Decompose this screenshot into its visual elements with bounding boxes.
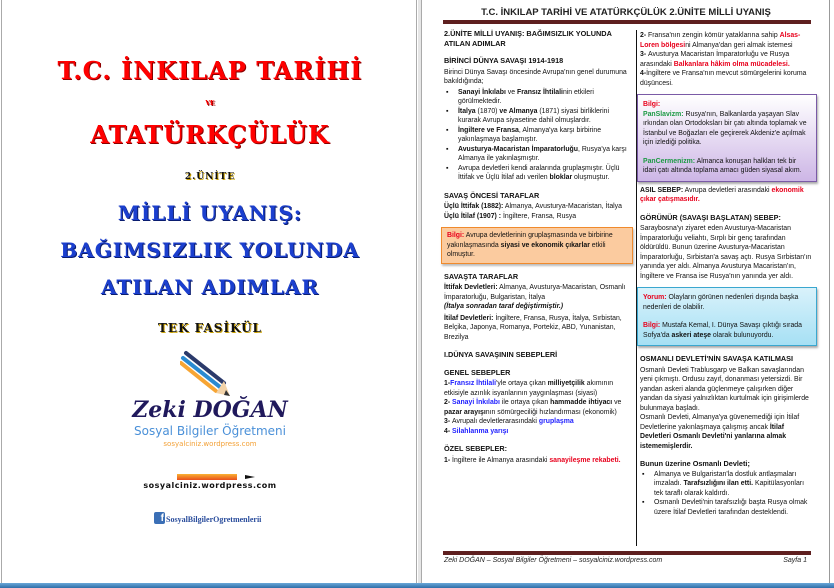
text-run: İtalya bbox=[458, 107, 476, 115]
text-line bbox=[640, 366, 814, 414]
text-run: PanCermenizm: bbox=[643, 157, 696, 165]
footer-text: Zeki DOĞAN – Sosyal Bilgiler Öğretmeni – sosyalciniz.wordpress.com bbox=[444, 557, 663, 564]
text-line bbox=[444, 302, 630, 312]
paragraph bbox=[444, 68, 630, 87]
list-item bbox=[654, 498, 814, 517]
text-run: Osmanlı Devleti'nin tarafsızlığı başta Rusya olmak üzere İtilaf Devletleri tarafından desteklendi. bbox=[654, 499, 808, 516]
text-line bbox=[643, 148, 811, 157]
cover-unit: 2.ÜNİTE bbox=[184, 172, 236, 182]
text-run: GÖRÜNÜR (SAVAŞI BAŞLATAN) SEBEP: bbox=[640, 212, 781, 222]
text-run: 4- bbox=[444, 427, 453, 435]
text-line bbox=[444, 427, 630, 437]
author-name: Zeki DOĞAN bbox=[132, 397, 288, 423]
text-run: Saraybosna'yı ziyaret eden Avusturya-Macaristan İmparatorluğu veliahtı, Sırplı bir genç tarafından öldürüldü. Bunun üzerine Avusturya-Macaristan İmparatorluğu, Sırbistan'a savaş açtı. Rusya Sırbistan'ın yanında yer aldı. Almanya Avusturya Macaristan'ın, İngiltere ve Fransa ise Rusya'nın yanında yer aldı. bbox=[640, 225, 812, 280]
text-run: PanSlavizm: bbox=[643, 110, 684, 118]
text-run: ni Almanya'dan geri almak istemesi bbox=[685, 41, 793, 49]
text-line bbox=[643, 100, 811, 110]
text-run: hammadde ihtiyacı bbox=[550, 399, 613, 406]
cover-fascicle: TEK FASİKÜL bbox=[158, 321, 262, 335]
cover-title-2: ATATÜRKÇÜLÜK bbox=[90, 120, 330, 149]
paragraph bbox=[444, 202, 630, 221]
text-run: gruplaşma bbox=[538, 418, 574, 425]
text-run: 2.ÜNİTE MİLLİ UYANIŞ: BAĞIMSIZLIK YOLUNDA ATILAN ADIMLAR bbox=[444, 29, 612, 48]
text-run: Bilgi: bbox=[643, 322, 661, 329]
cover-subtitle-3: ATILAN ADIMLAR bbox=[100, 275, 320, 299]
text-line bbox=[444, 444, 630, 454]
text-run: Avusturya Macaristan İmparatorluğu ve Rusya arasındaki bbox=[640, 51, 790, 68]
section-heading bbox=[640, 213, 814, 223]
cover-subtitle-1: MİLLİ UYANIŞ: bbox=[117, 201, 303, 225]
text-run: SAVAŞ ÖNCESİ TARAFLAR bbox=[444, 190, 540, 200]
text-run: 2- bbox=[444, 399, 453, 406]
cover-page bbox=[1, 0, 417, 584]
text-run: İngiltere, Fransa, Rusya, İtalya, Sırbistan, Belçika, Japonya, Romanya, Portekiz, ABD, Yunanistan, Brezilya bbox=[444, 314, 622, 341]
text-line bbox=[643, 312, 811, 321]
text-run: bloklar bbox=[549, 174, 573, 181]
text-run: ASIL SEBEP: bbox=[640, 186, 684, 194]
text-line bbox=[444, 283, 630, 302]
text-line bbox=[643, 110, 811, 148]
text-run: etkili olmuştur. bbox=[447, 241, 606, 258]
text-run: Fransız İhtilali bbox=[450, 380, 497, 387]
text-run: I.DÜNYA SAVAŞININ SEBEPLERİ bbox=[444, 350, 558, 359]
text-run: ekonomik çıkar çatışmasıdır. bbox=[640, 186, 804, 203]
text-line bbox=[640, 213, 814, 223]
text-line bbox=[643, 157, 811, 176]
text-run: 1- bbox=[444, 380, 451, 387]
text-run: Fransa'nın zengin kömür yataklarına sahip bbox=[648, 32, 780, 39]
text-run: İtilaf Devletleri Osmanlı Devleti'ni yanlarına almak istememişlerdir. bbox=[640, 423, 787, 450]
text-line bbox=[640, 354, 814, 364]
cover-title: T.C. İNKILAP TARİHİ bbox=[57, 56, 363, 85]
text-run: Alsas-Loren bölgesi bbox=[640, 32, 801, 49]
section-heading bbox=[444, 350, 630, 360]
text-run: Bilgi: bbox=[643, 101, 661, 108]
page-number: Sayfa 1 bbox=[783, 557, 807, 564]
bullet-list bbox=[444, 88, 630, 183]
text-run: pazar arayışı bbox=[444, 408, 486, 416]
text-line bbox=[444, 398, 630, 417]
paragraph bbox=[444, 456, 630, 466]
text-line bbox=[444, 456, 630, 466]
text-run: Almanya ve Bulgaristan'la dostluk antlaşmaları imzaladı. bbox=[654, 470, 797, 487]
text-run: Rusya'nın, Balkanlarda yaşayan Slav ırkından olan Ortodoksları bir çatı altında toplamak ve İstanbul ve Boğazları ele geçirerek Akdeniz'e açılmak için izlediği politika. bbox=[643, 110, 807, 146]
text-run: sanayileşme rekabeti. bbox=[549, 456, 621, 464]
paragraph bbox=[640, 186, 814, 205]
section-heading bbox=[444, 191, 630, 201]
text-line bbox=[444, 202, 630, 212]
text-run: İngiltere ve Fransa'nın mevcut sömürgelerini koruma düşüncesi. bbox=[640, 70, 807, 87]
text-run: Bilgi: bbox=[447, 232, 465, 239]
text-line bbox=[444, 56, 630, 66]
list-item bbox=[458, 164, 630, 183]
text-run: Bunun üzerine Osmanlı Devleti; bbox=[640, 459, 750, 468]
text-run: Avrupa devletleri kendi aralarında gruplaşmıştır. Üçlü İttifak ve Üçlü İtilaf adı verilen bbox=[458, 164, 620, 181]
paragraph bbox=[640, 224, 814, 281]
text-run: nin etkileri görülmektedir. bbox=[458, 88, 594, 105]
text-run: Olayların görünen nedenleri dışında başka nedenleri de olabilir. bbox=[643, 294, 799, 311]
text-line bbox=[640, 31, 814, 50]
text-run: Avusturya-Macaristan İmparatorluğu bbox=[458, 145, 578, 153]
text-run: 3- bbox=[640, 51, 649, 58]
list-item bbox=[458, 88, 630, 107]
text-run: 4- bbox=[640, 70, 647, 77]
left-column bbox=[444, 29, 630, 465]
text-run: (1870) bbox=[475, 107, 500, 115]
paragraph bbox=[640, 366, 814, 452]
arrow-icon bbox=[245, 475, 255, 479]
text-run: Sanayi İnkılabı bbox=[452, 399, 500, 406]
paragraph bbox=[444, 379, 630, 436]
website-link[interactable]: sosyalciniz.wordpress.com bbox=[143, 481, 277, 490]
text-run: İngiltere, Fransa, Rusya bbox=[501, 212, 577, 220]
text-line bbox=[444, 314, 630, 343]
text-run: SAVAŞTA TARAFLAR bbox=[444, 271, 519, 281]
text-line bbox=[444, 68, 630, 87]
cover-subtitle-2: BAĞIMSIZLIK YOLUNDA bbox=[60, 238, 360, 262]
text-run: akımının etkisiyle azınlık isyanlarının yaygınlaşması (siyasi) bbox=[444, 380, 614, 397]
text-line bbox=[444, 212, 630, 222]
text-line bbox=[444, 350, 630, 360]
text-run: Mustafa Kemal, I. Dünya Savaşı çıktığı sırada Sofya'da bbox=[643, 322, 802, 339]
page-header: T.C. İNKILAP TARİHİ VE ATATÜRKÇÜLÜK 2.ÜNİTE MİLLİ UYANIŞ bbox=[481, 7, 771, 18]
section-heading bbox=[640, 459, 814, 469]
text-run: Osmanlı Devleti, Almanya'ya güvenemediği için İtilaf Devletlerine yakınlaşmaya çalışmış ancak bbox=[640, 414, 800, 431]
text-line bbox=[640, 186, 814, 205]
text-run: Üçlü İttifak (1882): bbox=[444, 203, 504, 210]
section-heading bbox=[640, 354, 814, 364]
section-heading bbox=[444, 444, 630, 454]
text-run: Silahlanma yarışı bbox=[452, 427, 509, 435]
section-heading bbox=[444, 368, 630, 378]
text-run: askeri ateşe bbox=[671, 331, 711, 339]
text-line bbox=[643, 293, 811, 312]
text-run: ve bbox=[505, 88, 517, 96]
facebook-link[interactable]: SosyalBilgilerOgretmenlerii bbox=[166, 515, 262, 524]
text-line bbox=[444, 417, 630, 427]
taskbar-edge bbox=[0, 583, 834, 588]
text-run: OSMANLI DEVLETİ'NİN SAVAŞA KATILMASI bbox=[640, 354, 794, 363]
text-run: 1- bbox=[444, 456, 453, 464]
text-run: Almanya, Avusturya-Macaristan, Osmanlı İmparatorluğu, Bulgaristan, İtalya bbox=[444, 284, 626, 301]
text-line bbox=[640, 69, 814, 88]
paragraph bbox=[640, 31, 814, 88]
paragraph bbox=[444, 283, 630, 312]
section-heading bbox=[444, 56, 630, 66]
text-run: İngiltere ile Almanya arasındaki bbox=[452, 456, 550, 464]
text-run: ile ortaya çıkan bbox=[499, 399, 551, 406]
content-page bbox=[421, 0, 830, 584]
info-box bbox=[637, 287, 817, 346]
text-run: oluşmuştur. bbox=[572, 174, 610, 181]
text-run: ve bbox=[612, 399, 622, 406]
info-box bbox=[441, 227, 633, 264]
text-line bbox=[640, 224, 814, 281]
text-line bbox=[444, 191, 630, 201]
pencil-logo-icon bbox=[180, 350, 238, 398]
text-line bbox=[640, 413, 814, 451]
text-line bbox=[643, 321, 811, 340]
right-column bbox=[640, 29, 814, 517]
paragraph bbox=[444, 314, 630, 343]
text-run: Yorum: bbox=[643, 294, 667, 301]
text-run: İtilaf Devletleri: bbox=[444, 314, 494, 322]
list-item bbox=[458, 145, 630, 164]
facebook-icon: f bbox=[154, 512, 165, 524]
text-run: Üçlü İtilaf (1907) : bbox=[444, 212, 502, 220]
text-run: olarak bulunuyordu. bbox=[710, 331, 774, 339]
bullet-list bbox=[640, 470, 814, 518]
text-line bbox=[444, 379, 630, 398]
author-site: sosyalciniz.wordpress.com bbox=[163, 440, 257, 448]
text-run: milliyetçilik bbox=[547, 380, 585, 387]
text-run: Almanya, Avusturya-Macaristan, İtalya bbox=[503, 203, 622, 210]
text-run: ve Almanya bbox=[499, 107, 538, 115]
text-run: Tarafsızlığını ilan etti. bbox=[683, 480, 754, 487]
footer-rule bbox=[443, 551, 811, 555]
text-run: (1871) siyasi birliklerini kurarak Avrupa siyasetine dahil olmuşlardır. bbox=[458, 107, 610, 124]
text-run: Sanayi İnkılabı bbox=[458, 88, 506, 96]
author-role: Sosyal Bilgiler Öğretmeni bbox=[134, 424, 286, 438]
text-line bbox=[444, 368, 630, 378]
text-run: Avrupa devletleri arasındaki bbox=[683, 186, 772, 194]
info-box bbox=[637, 94, 817, 182]
list-item bbox=[458, 107, 630, 126]
section-heading bbox=[444, 272, 630, 282]
text-run: Almanca konuşan halkları tek bir idari çatı altında toplama amacı güden siyasal akım. bbox=[643, 157, 802, 174]
text-run: Birinci Dünya Savaşı öncesinde Avrupa'nın genel durumuna bakıldığında; bbox=[444, 68, 627, 85]
text-run: 2- bbox=[640, 32, 649, 39]
text-line bbox=[444, 272, 630, 282]
text-run: ÖZEL SEBEPLER: bbox=[444, 444, 508, 453]
text-line bbox=[447, 231, 627, 260]
text-run: GENEL SEBEPLER bbox=[444, 367, 511, 377]
list-item bbox=[654, 470, 814, 499]
text-run: Osmanlı Devleti Trablusgarp ve Balkan savaşlarından yeni çıkmıştı. Ordusu zayıf, donanması yetersizdi. Bir yandan askeri alanda güçlenmeye çalışırken diğer yandan da siyasi yalnızlıktan kurtulmak için girişimlerde bulunmaya başladı. bbox=[640, 366, 809, 412]
text-run: nın sömürgeciliği hızlandırması (ekonomik) bbox=[485, 408, 617, 416]
text-line bbox=[444, 29, 630, 48]
pencil-bar-icon bbox=[177, 474, 237, 480]
text-run: BİRİNCİ DÜNYA SAVAŞI 1914-1918 bbox=[444, 56, 564, 65]
section-heading bbox=[444, 29, 630, 48]
list-item bbox=[458, 126, 630, 145]
text-run: , Almanya'ya karşı birbirine yakınlaşmaya başlamıştır. bbox=[458, 126, 602, 143]
text-run: Fransız İhtilali bbox=[516, 88, 563, 96]
text-run: 'yle ortaya çıkan bbox=[496, 380, 548, 387]
cover-and: VE bbox=[205, 100, 215, 107]
text-line bbox=[640, 50, 814, 69]
text-run: Balkanlara hâkim olma mücadelesi. bbox=[673, 60, 790, 68]
text-run: 3- bbox=[444, 418, 453, 425]
text-run: İttifak Devletleri: bbox=[444, 284, 498, 291]
text-run: Kapitülasyonları tek taraflı olarak kaldırdı. bbox=[654, 480, 805, 497]
text-run: siyasi ve ekonomik çıkarlar bbox=[500, 241, 590, 249]
text-run: (İtalya sonradan taraf değiştirmiştir.) bbox=[444, 303, 564, 310]
text-run: , Rusya'ya karşı Almanya ile yakınlaşmıştır. bbox=[458, 145, 627, 162]
text-run: Avrupa devletlerinin gruplaşmasında ve birbirine yakınlaşmasında bbox=[447, 232, 613, 249]
text-run: Avrupalı devletlerarasındaki bbox=[452, 418, 539, 425]
header-rule bbox=[443, 20, 811, 24]
text-line bbox=[640, 459, 814, 469]
text-run: İngiltere ve Fransa bbox=[458, 126, 519, 134]
